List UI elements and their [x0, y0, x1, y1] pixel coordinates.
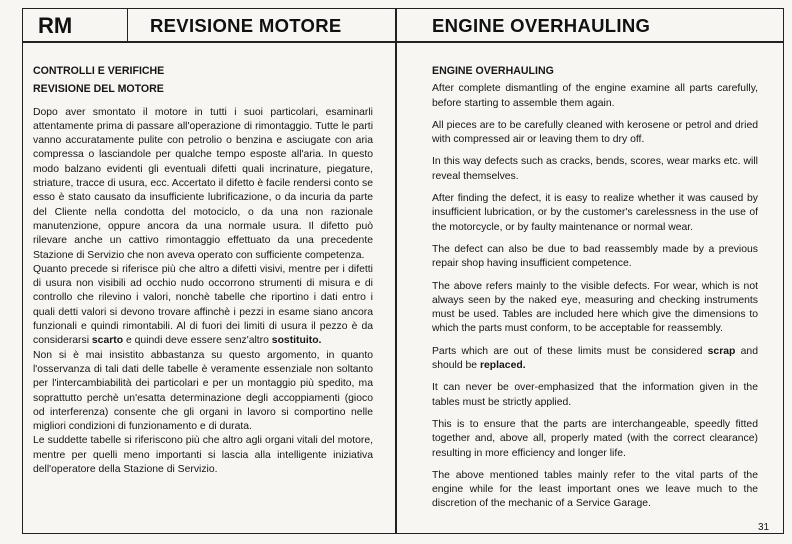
english-paragraph: The above refers mainly to the visible defects. For wear, which is not always seen by the naked eye, measuring and checking instruments must be used. Tables are included here which give the dimensions to which the parts must conform, to be acceptable for reassembly.	[432, 280, 758, 335]
title-italian: REVISIONE MOTORE	[150, 15, 342, 36]
english-paragraph: The above mentioned tables mainly refer to the vital parts of the engine while for the least important ones we leave much to the discretion of the mechanic of a Service Garage.	[432, 469, 758, 510]
italian-paragraph: Le suddette tabelle si riferiscono più che altro agli organi vitali del motore, mentre per quelli meno importanti si lascia alla intelligente iniziativa dell'operatore della Stazione di Servizio.	[33, 435, 373, 476]
bold-term: scarto	[91, 335, 124, 347]
section-code: RM	[38, 13, 73, 38]
english-paragraph: This is to ensure that the parts are interchangeable, speedly fitted together and, above all, properly mated (with the correct clearance) resulting in more efficiency and longer life.	[432, 418, 758, 459]
english-paragraph: After complete dismantling of the engine examine all parts carefully, before starting to assemble them again.	[432, 83, 758, 109]
italian-column	[33, 64, 373, 477]
bold-term: replaced.	[479, 360, 526, 372]
italian-heading-2: REVISIONE DEL MOTORE	[33, 83, 164, 96]
text-run: and should be	[432, 345, 758, 372]
page-number: 31	[758, 522, 770, 533]
italian-heading-1: CONTROLLI E VERIFICHE	[33, 65, 165, 77]
english-paragraph	[432, 345, 758, 374]
english-paragraph: It can never be over-emphasized that the information given in the tables must be strictly applied.	[432, 382, 758, 408]
italian-paragraph: Non si è mai insistito abbastanza su questo argomento, in quanto l'osservanza di tali dati delle tabelle è veramente essenziale non soltanto per l'intercambiabilità dei particolari e per un montaggio più spedito, ma soprattutto perchè un'esatta determinazione degli accoppiamenti (gioco od interferenza) consente che gli organi in lavoro si comportino nelle migliori condizioni di funzionamento e di durata.	[33, 349, 373, 433]
text-run: Quanto precede si riferisce più che altro a difetti visivi, mentre per i difetti di usura non visibili ad occhio nudo occorrono strumenti di misura e di controllo che rilevino i valori, nonchè tabelle che riportino i dati entro i quali detti valori si devono trovare affinchè i pezzi in esame siano ancora funzionali e quindi rimontabili. Al di fuori dei limiti di usura il pezzo è da considerarsi	[33, 263, 373, 347]
text-run: Parts which are out of these limits must be considered	[432, 345, 708, 357]
bold-term: scrap	[707, 345, 736, 357]
english-heading: ENGINE OVERHAULING	[432, 65, 554, 77]
text-run: e quindi deve essere senz'altro	[123, 335, 272, 347]
title-english: ENGINE OVERHAULING	[432, 15, 651, 36]
italian-paragraph	[33, 263, 373, 349]
italian-paragraph: Dopo aver smontato il motore in tutti i suoi particolari, esaminarli attentamente prima di passare all'operazione di rimontaggio. Tutte le parti vanno accuratamente pulite con petrolio o benzina e asciugate con aria compressa o lasciandole per qualche tempo esposte all'aria. In questo modo balzano evidenti gli eventuali difetti quali incrinature, piegature, striature, tracce di usura, ecc. Accertato il difetto è facile rendersi conto se esso è stato causato da insufficiente lubrificazione, o da incuria da parte del Cliente nella condotta del motociclo, o da una non razionale manutenzione, oppure ancora da una normale usura. Il difetto può rilevare anche un cattivo rimontaggio effettuato da una precedente Stazione di Servizio che non aveva operato con sufficiente competenza.	[33, 106, 373, 261]
english-paragraph: After finding the defect, it is easy to realize whether it was caused by insufficient lubrication, or by the customer's carelessness in the use of the motorcycle, or by faulty maintenance or normal wear.	[432, 193, 758, 233]
column-divider	[395, 8, 397, 534]
english-paragraph: In this way defects such as cracks, bends, scores, wear marks etc. will reveal themselves.	[432, 156, 758, 182]
bold-term: sostituito.	[271, 335, 322, 347]
header-divider	[22, 41, 784, 43]
english-paragraph: All pieces are to be carefully cleaned with kerosene or petrol and dried with compressed air or leaving them to dry off.	[432, 119, 758, 146]
english-column	[432, 64, 758, 520]
english-paragraph: The defect can also be due to bad reassembly made by a previous repair shop having insufficient competence.	[432, 243, 758, 270]
